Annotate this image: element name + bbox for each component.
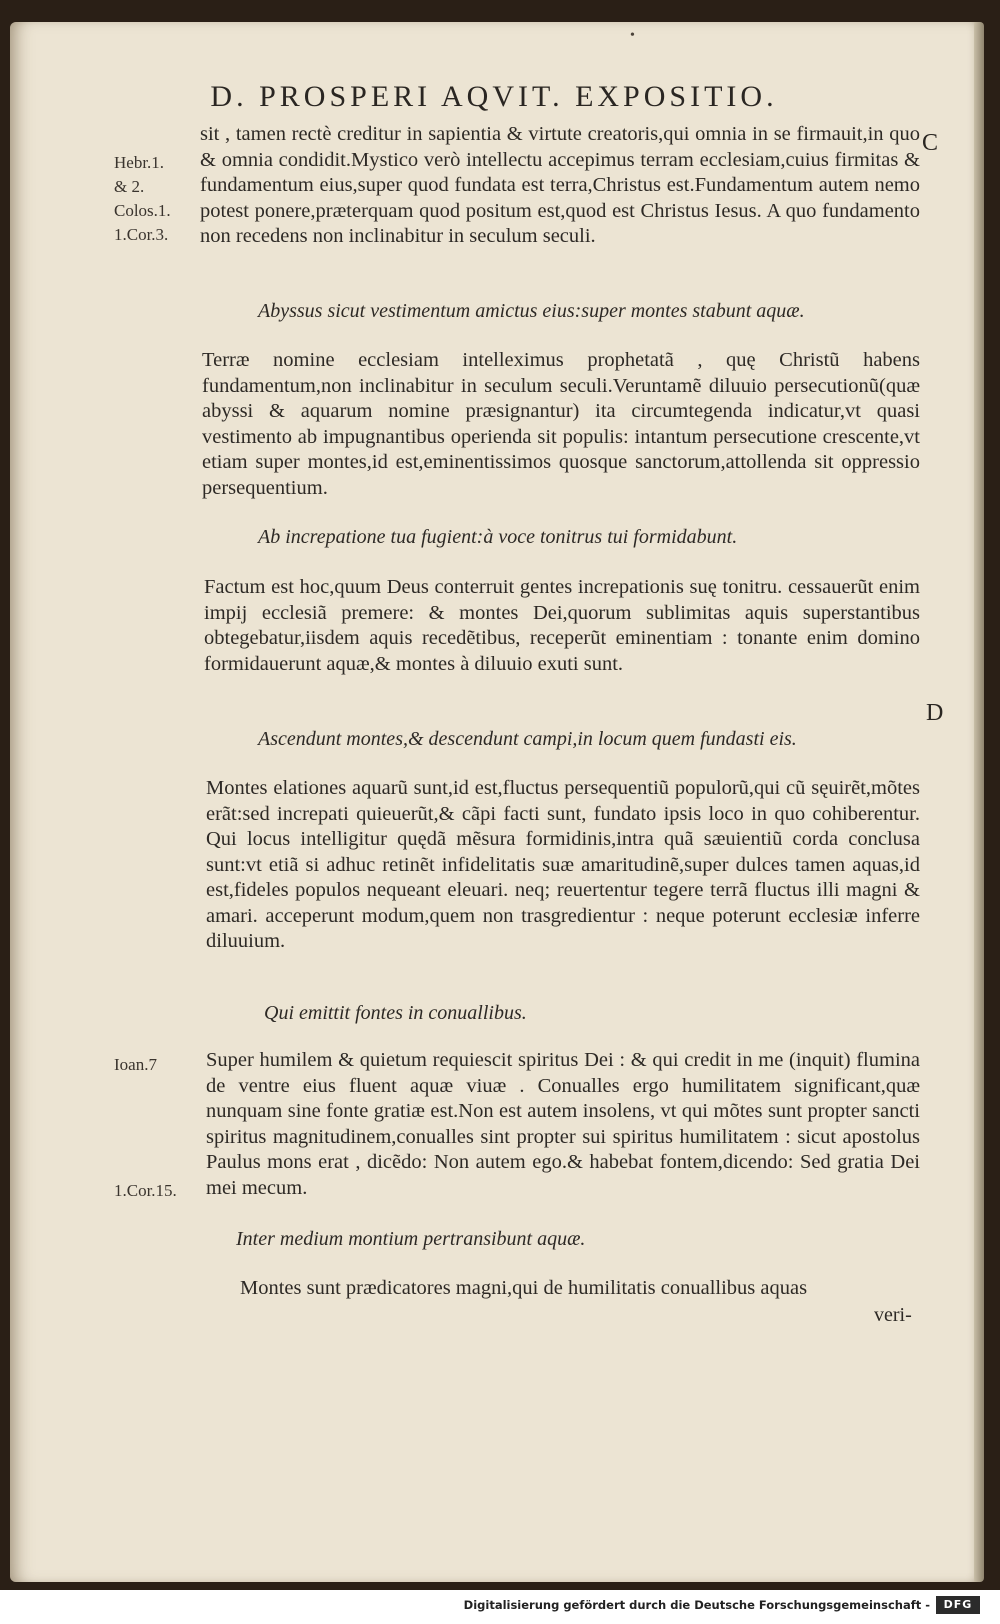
- footer: [0, 1590, 1000, 1624]
- margin-note-ioan: Ioan.7: [114, 1055, 157, 1074]
- paragraph-6: [240, 1276, 920, 1302]
- verse-5: Inter medium montium pertransibunt aquæ.: [236, 1228, 586, 1250]
- dfg-logo: DFG: [936, 1596, 980, 1614]
- margin-note-hebr: Hebr.1.: [114, 153, 165, 172]
- page-edge: [974, 22, 984, 1582]
- verse-3: Ascendunt montes,& descendunt campi,in locum quem fundasti eis.: [258, 728, 797, 750]
- margin-note-and2: & 2.: [114, 177, 145, 196]
- verse-4: Qui emittit fontes in conuallibus.: [264, 1002, 527, 1024]
- section-letter-d: D: [926, 700, 944, 726]
- verse-2: Ab increpatione tua fugient:à voce tonitrus tui formidabunt.: [258, 526, 738, 548]
- footer-credit: Digitalisierung gefördert durch die Deutsche Forschungsgemeinschaft -: [463, 1598, 930, 1612]
- margin-note-cor3: 1.Cor.3.: [114, 225, 169, 244]
- paragraph-4: [206, 776, 920, 955]
- verse-1: Abyssus sicut vestimentum amictus eius:super montes stabunt aquæ.: [258, 300, 805, 322]
- book-page: [10, 22, 978, 1582]
- margin-note-colos: Colos.1.: [114, 201, 171, 220]
- catchword: veri-: [874, 1304, 912, 1326]
- running-head: D. PROSPERI AQVIT. EXPOSITIO.: [210, 80, 778, 113]
- paragraph-5-text: Super humilem & quietum requiescit spiritus Dei : & qui credit in me (inquit) flumina de ventre eius fluent aquæ viuæ . Conualles ergo humilitatem significant,quæ nunquam sine fonte gratiæ est.Non est autem insolens, vt qui mõtes sunt propter sancti spiritus magnitudinem,conualles sint propter sui spiritus humilitatem : sicut apostolus Paulus mons erat , dicẽdo: Non autem ego.& habebat fontem,dicendo: Sed gratia Dei mei mecum.: [206, 1049, 920, 1199]
- top-mark: •: [630, 28, 635, 43]
- paragraph-4-text: Montes elationes aquarũ sunt,id est,fluctus persequentiũ populorũ,qui cũ sęuirẽt,mõtes erãt:sed increpati quieuerũt,& cãpi facti sunt, fundato ipsis loco in quo cohiberentur. Qui locus intelligitur quędã mẽsura formidinis,intra quã sæuientiũ corda conclusa sunt:vt etiã si adhuc retinẽt infidelitatis suæ amaritudinẽ,super dulces tamen aquas,id est,fideles populos nequeant eleuari. neq; reuertentur tegere terrã fluctus illi magni & amari. acceperunt modum,quem non trasgredientur : neque poterunt ecclesiæ inferre diluuium.: [206, 777, 920, 952]
- paragraph-3: [204, 575, 920, 677]
- margin-note-cor15: 1.Cor.15.: [114, 1181, 177, 1200]
- paragraph-1: [200, 122, 920, 250]
- paragraph-5: [206, 1048, 920, 1201]
- paragraph-3-text: Factum est hoc,quum Deus conterruit gentes increpationis suę tonitru. cessauerũt enim impij ecclesiã premere: & montes Dei,quorum sublimitas aquis superstantibus obtegebatur,iisdem aquis recedẽtibus, receperũt eminentiam : tonante enim domino formidauerunt aquæ,& montes à diluuio exuti sunt.: [204, 576, 920, 675]
- paragraph-2: [202, 348, 920, 501]
- paragraph-6-text: Montes sunt prædicatores magni,qui de humilitatis conuallibus aquas: [240, 1277, 808, 1299]
- section-letter-c: C: [922, 130, 939, 156]
- paragraph-2-text: Terræ nomine ecclesiam intelleximus prophetatã , quę Christũ habens fundamentum,non inclinabitur in seculum seculi.Veruntamẽ diluuio persecutionũ(quæ abyssi & aquarum nomine præsignantur) ita circumtegenda indicatur,vt quasi vestimento ab impugnantibus operienda sit populis: intantum persecutione crescente,vt etiam super montes,id est,eminentissimos quosque sanctorum,attollenda sit oppressio persequentium.: [202, 349, 920, 499]
- paragraph-1-text: sit , tamen rectè creditur in sapientia & virtute creatoris,qui omnia in se firmauit,in quo & omnia condidit.Mystico verò intellectu accepimus terram ecclesiam,cuius firmitas & fundamentum eius,super quod fundata est terra,Christus est.Fundamentum autem nemo potest ponere,præterquam quod positum est,quod est Christus Iesus. A quo fundamento non recedens non inclinabitur in seculum seculi.: [200, 123, 920, 247]
